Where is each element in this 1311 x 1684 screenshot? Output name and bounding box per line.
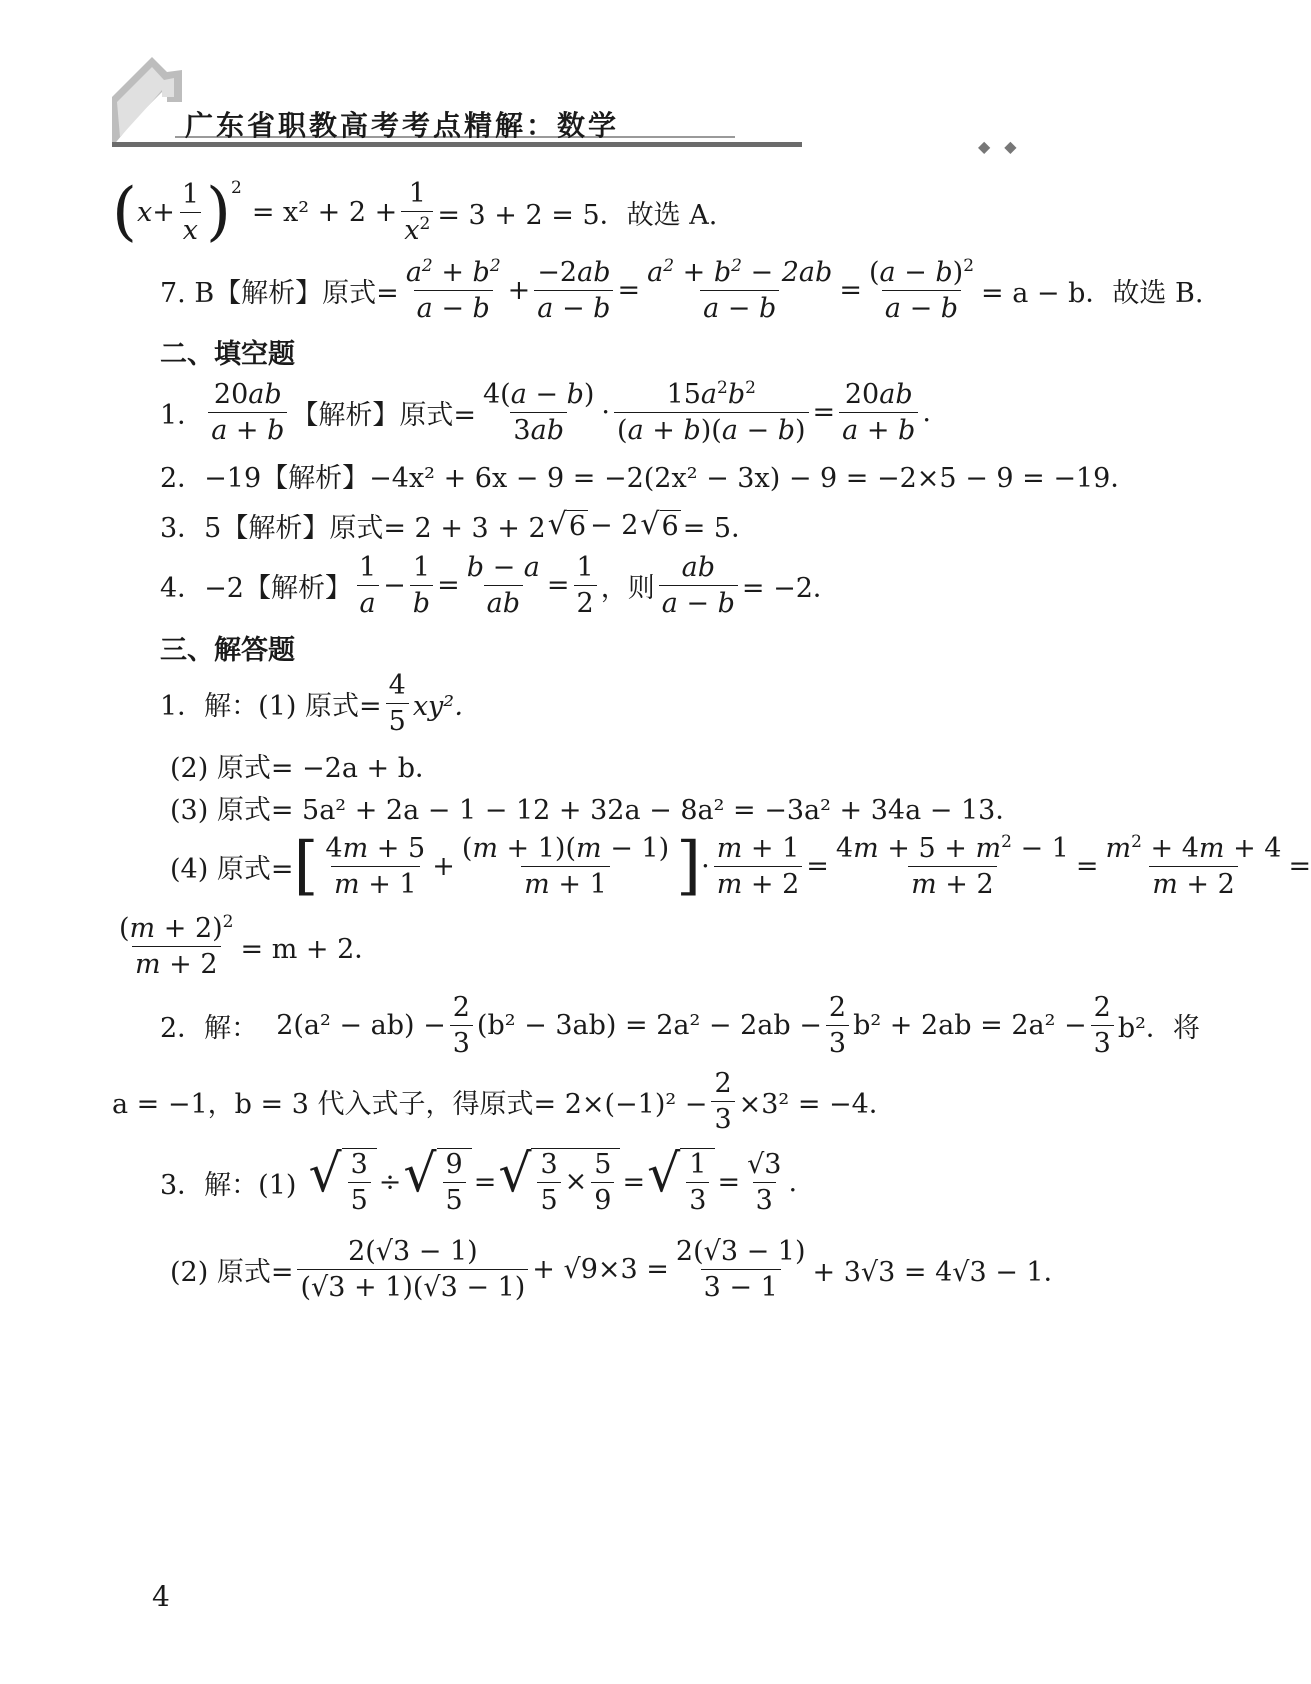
sqrt: √ $\frac{3}{5}$ × $\frac{5}{9}$ <box>498 1148 620 1216</box>
fraction: 1 a <box>356 552 379 619</box>
fraction: $\frac{ab}{a - b}$ <box>659 552 738 619</box>
sqrt: √ $\frac{9}{5}$ <box>403 1148 471 1216</box>
fraction: $\frac{m^2 + 4m + 4}{m + 2}$ <box>1105 832 1282 900</box>
fraction: $\frac{a^2 + b^2}{a - b}$ <box>405 256 501 324</box>
page-number: 4 <box>152 1580 170 1613</box>
answer-label: 7. B【解析】原式= <box>160 277 399 309</box>
fill-answer-4: 4．−2【解析】 1 a − $\frac{1}{b}$ = $\frac{b - a}{ab}$ = $\frac{1}{2}$ ，则 $\frac{ab}{a - b}$ = −2． <box>160 552 840 619</box>
solution-2: 2．解： 2(a² − ab) − $\frac{2}{3}$ (b² − 3ab) = 2a² − 2ab − $\frac{2}{3}$ b² + 2ab = 2a² − $\frac{2}{3}$ b²．将 <box>160 992 1200 1059</box>
fraction: $\frac{1}{2}$ <box>574 552 597 619</box>
solution-1-2: (2) 原式= −2a + b． <box>170 753 443 784</box>
solution-1-3: (3) 原式= 5a² + 2a − 1 − 12 + 32a − 8a² = −3a² + 34a − 13． <box>170 795 1023 826</box>
fill-answer-3: 3．5【解析】原式= 2 + 3 + 2 √ 6 − 2 √ 6 = 5． <box>160 506 759 544</box>
section-heading-fill-in: 二、填空题 <box>160 339 295 370</box>
fraction: $\frac{(m + 2)^2}{m + 2}$ <box>119 912 234 980</box>
fraction: $\frac{2}{3}$ <box>826 992 849 1059</box>
continued-equation: ( x + $\frac{1}{x}$ ) $^2$ = x² + 2 + $\frac{1}{x^2}$ = 3 + 2 = 5．故选 A. <box>112 175 718 249</box>
fraction: $\frac{4(a - b)}{3ab}$ <box>482 378 595 446</box>
fraction: $\frac{2}{3}$ <box>450 992 473 1059</box>
solution-1-4-cont: $\frac{(m + 2)^2}{m + 2}$ = m + 2． <box>112 912 381 980</box>
fraction: $\frac{2}{3}$ <box>1091 992 1114 1059</box>
diamond-ornament-icon: ◆◆ <box>978 137 1031 156</box>
fraction: $\frac{2(√3 - 1)}{(√3 + 1)(√3 - 1)}$ <box>297 1236 528 1303</box>
fraction: $\frac{2(√3 - 1)}{3 - 1}$ <box>675 1236 806 1303</box>
sqrt: √ $\frac{3}{5}$ <box>308 1148 376 1216</box>
eq-part: = x² + 2 + <box>251 196 398 228</box>
fraction: $\frac{20ab}{a + b}$ <box>839 379 918 446</box>
fraction: $\frac{15a^2b^2}{(a + b)(a - b)}$ <box>614 378 809 446</box>
eq-part: = 3 + 2 = 5．故选 A. <box>437 199 718 231</box>
solution-2-cont: a = −1，b = 3 代入式子，得原式= 2×(−1)² − $\frac{2}{3}$ ×3² = −4． <box>112 1068 896 1135</box>
fraction: 4m + 5 m + 1 <box>325 832 426 900</box>
fraction: $\frac{b - a}{ab}$ <box>466 552 540 619</box>
fraction: $\frac{4m + 5 + m^2 - 1}{m + 2}$ <box>835 832 1069 900</box>
fraction: $\frac{1}{x^2}$ <box>401 178 433 246</box>
sqrt: √ $\frac{1}{3}$ <box>647 1148 715 1216</box>
sqrt: √ 6 <box>547 506 586 542</box>
section-heading-solutions: 三、解答题 <box>160 635 295 666</box>
fraction: $\frac{-2ab}{a - b}$ <box>534 257 613 324</box>
answer-tail: = a − b．故选 B. <box>981 277 1204 309</box>
solution-1-4: (4) 原式= [ 4m + 5 m + 1 + $\frac{(m + 1)(m - 1)}{m + 1}$ ] · $\frac{m + 1}{m + 2}$ = $\frac{4m + 5 + m^2 - 1}{m + 2}$ = $\frac{m^2 + 4m + 4}{m + 2}$ = <box>170 829 1311 903</box>
header-rule <box>112 142 802 147</box>
fraction: $\frac{√3}{3}$ <box>747 1148 782 1216</box>
fraction: $\frac{a^2 + b^2 - 2ab}{a - b}$ <box>647 256 833 324</box>
solution-1-1: 1．解：(1) 原式= $\frac{4}{5}$ xy²． <box>160 670 482 737</box>
fraction: $\frac{(a - b)^2}{a - b}$ <box>868 256 975 324</box>
book-title: 广东省职教高考考点精解：数学 <box>185 109 620 142</box>
fraction: $\frac{1}{x}$ <box>179 179 202 246</box>
fraction: $\frac{4}{5}$ <box>386 670 409 737</box>
fraction: $\frac{2}{3}$ <box>711 1068 734 1135</box>
fraction: $\frac{m + 1}{m + 2}$ <box>714 833 803 900</box>
solution-3-2: (2) 原式= $\frac{2(√3 - 1)}{(√3 + 1)(√3 - 1)}$ + √9×3 = $\frac{2(√3 - 1)}{3 - 1}$ + 3√3 = 4√3 − 1． <box>170 1236 1071 1303</box>
fraction: $\frac{(m + 1)(m - 1)}{m + 1}$ <box>461 832 670 900</box>
fraction: $\frac{1}{b}$ <box>410 552 433 619</box>
fraction: 20ab a + b <box>208 379 287 446</box>
fill-answer-1: 1． 20ab a + b 【解析】原式= $\frac{4(a - b)}{3ab}$ · $\frac{15a^2b^2}{(a + b)(a - b)}$ = $\frac{20ab}{a + b}$ . <box>160 378 931 446</box>
fill-answer-2: 2．−19【解析】−4x² + 6x − 9 = −2(2x² − 3x) − 9 = −2×5 − 9 = −19． <box>160 463 1138 494</box>
solution-3-1: 3．解：(1) √ $\frac{3}{5}$ ÷ √ $\frac{9}{5}$ = √ $\frac{3}{5}$ × $\frac{5}{9}$ = √ $\frac{1}{3}$ = $\frac{√3}{3}$ . <box>160 1144 798 1216</box>
answer-7: 7. B【解析】原式= $\frac{a^2 + b^2}{a - b}$ + $\frac{-2ab}{a - b}$ = $\frac{a^2 + b^2 - 2ab}{a - b}$ = $\frac{(a - b)^2}{a - b}$ = a − b．故选 B. <box>160 256 1204 324</box>
sqrt: √ 6 <box>640 506 679 542</box>
